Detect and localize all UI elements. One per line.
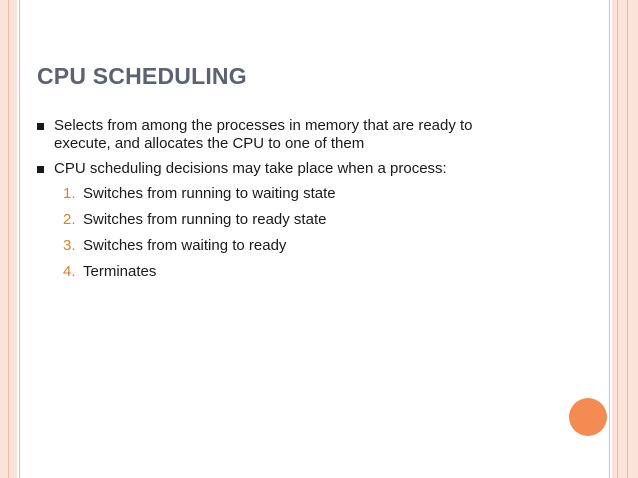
item-text: Terminates	[83, 263, 157, 280]
slide-title: CPU SCHEDULING	[37, 63, 247, 89]
slide-content	[37, 117, 597, 289]
item-number: 2.	[63, 211, 76, 228]
bullet-text: CPU scheduling decisions may take place when a process:	[54, 160, 447, 177]
item-text: Switches from waiting to ready	[83, 237, 287, 254]
bullet-item	[37, 160, 597, 178]
square-bullet-icon	[37, 166, 44, 173]
item-text: Switches from running to ready state	[83, 211, 327, 228]
left-band-line	[19, 0, 20, 478]
square-bullet-icon	[37, 123, 44, 130]
right-band-line	[617, 0, 618, 478]
bullet-item	[37, 117, 597, 153]
numbered-item	[37, 263, 597, 281]
numbered-item	[37, 211, 597, 229]
numbered-item	[37, 185, 597, 203]
item-number: 1.	[63, 185, 76, 202]
right-decorative-band	[612, 0, 638, 478]
bullet-text: Selects from among the processes in memory that are ready to	[54, 117, 473, 134]
left-band-line	[8, 0, 9, 478]
item-text: Switches from running to waiting state	[83, 185, 336, 202]
numbered-item	[37, 237, 597, 255]
item-number: 4.	[63, 263, 76, 280]
item-number: 3.	[63, 237, 76, 254]
bullet-text: execute, and allocates the CPU to one of them	[54, 135, 365, 152]
decorative-circle	[569, 398, 607, 436]
right-band-line	[627, 0, 628, 478]
right-band-line	[609, 0, 610, 478]
